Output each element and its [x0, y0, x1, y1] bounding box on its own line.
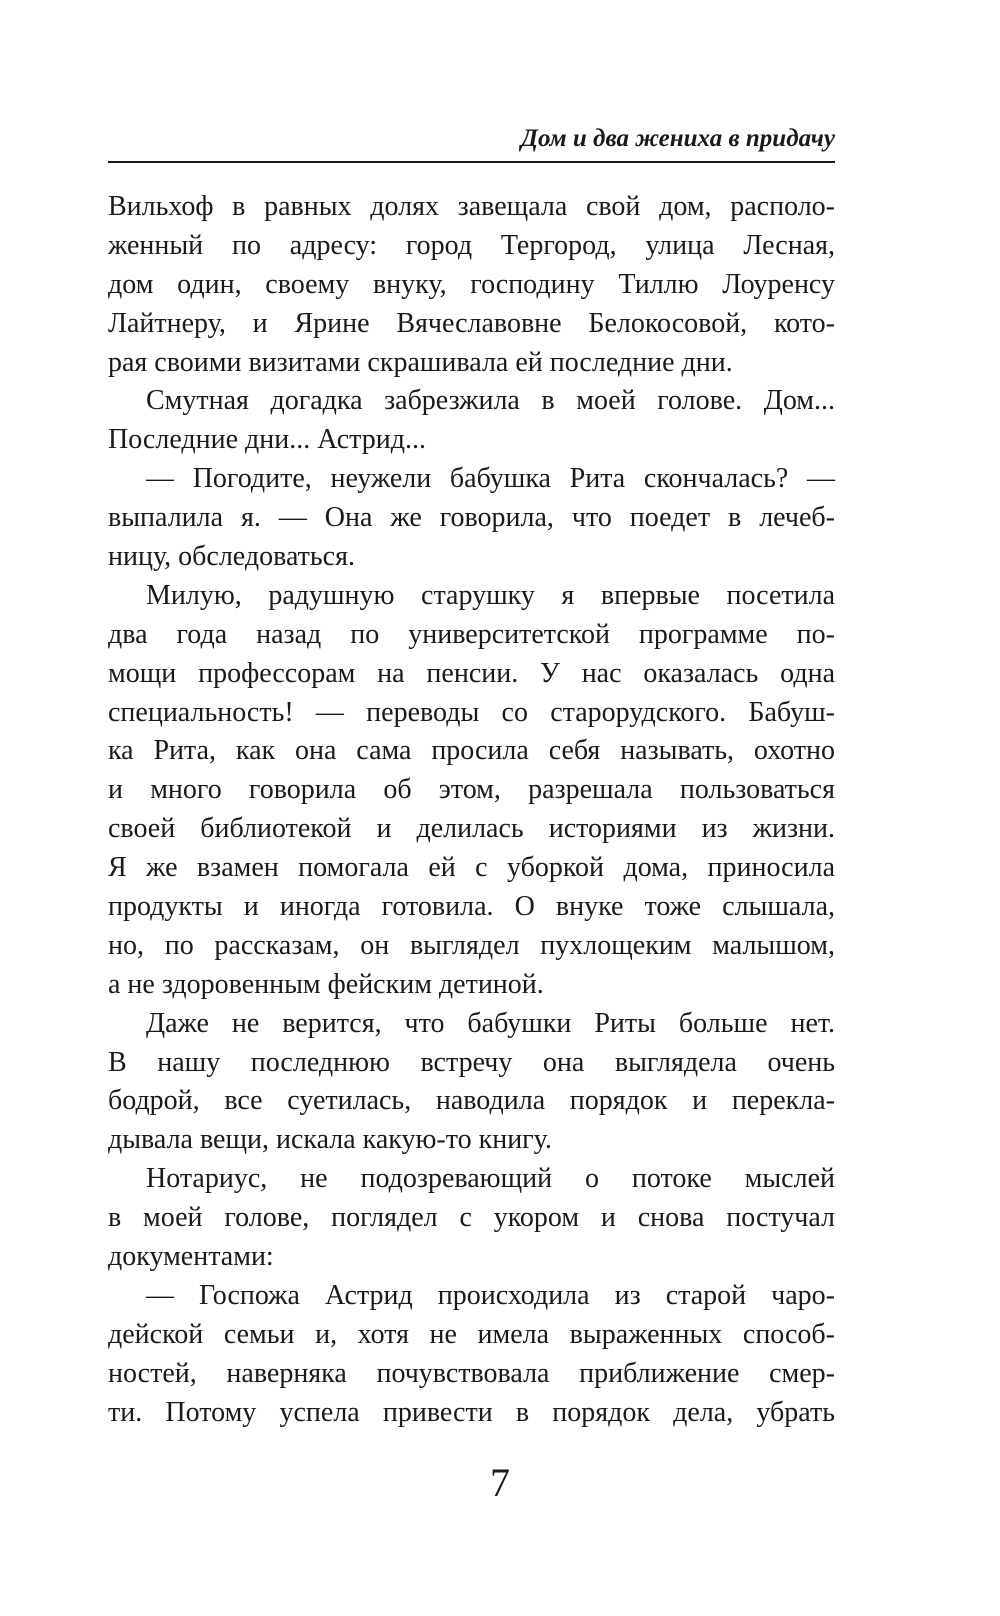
text-line: Я же взамен помогала ей с уборкой дома, приносила — [108, 852, 835, 884]
text-line: — Госпожа Астрид происходила из старой чаро- — [146, 1279, 835, 1311]
text-line: в моей голове, поглядел с укором и снова постучал — [108, 1202, 835, 1234]
text-line: Лайтнеру, и Ярине Вячеславовне Белокосовой, кото- — [108, 307, 835, 339]
text-line: своей библиотекой и делилась историями из жизни. — [108, 813, 835, 845]
text-line: ти. Потому успела привести в порядок дела, убрать — [108, 1396, 835, 1428]
text-line: бодрой, все суетилась, наводила порядок и перекла- — [108, 1085, 835, 1117]
text-line: но, по рассказам, он выглядел пухлощеким малышом, — [108, 929, 835, 961]
text-line: В нашу последнюю встречу она выглядела очень — [108, 1046, 835, 1078]
text-line: Вильхоф в равных долях завещала свой дом, располо- — [108, 191, 835, 222]
text-line: рая своими визитами скрашивала ей последние дни. — [108, 346, 733, 378]
text-line: два года назад по университетской программе по- — [108, 618, 835, 650]
running-title: Дом и два жениха в придачу — [520, 125, 835, 152]
text-line: — Погодите, неужели бабушка Рита скончалась? — — [146, 463, 835, 495]
text-line: Смутная догадка забрезжила в моей голове. Дом... — [146, 385, 835, 417]
text-line: и много говорила об этом, разрешала пользоваться — [108, 774, 835, 806]
header-rule — [108, 161, 835, 163]
text-line: выпалила я. — Она же говорила, что поедет в лечеб- — [108, 502, 835, 534]
text-line: Даже не верится, что бабушки Риты больше нет. — [146, 1007, 835, 1039]
text-line: дывала вещи, искала какую-то книгу. — [108, 1124, 552, 1156]
text-line: а не здоровенным фейским детиной. — [108, 968, 544, 1000]
body-text — [108, 188, 835, 1433]
text-line: продукты и иногда готовила. О внуке тоже слышала, — [108, 891, 835, 923]
page-number: 7 — [490, 1460, 510, 1505]
text-line: документами: — [108, 1241, 274, 1273]
text-line: Последние дни... Астрид... — [108, 424, 426, 456]
text-line: дом один, своему внуку, господину Тиллю Лоуренсу — [108, 268, 835, 300]
text-line: ка Рита, как она сама просила себя называть, охотно — [108, 735, 835, 767]
text-line: мощи профессорам на пенсии. У нас оказалась одна — [108, 657, 835, 689]
text-line: Нотариус, не подозревающий о потоке мыслей — [146, 1163, 835, 1195]
text-line: ностей, наверняка почувствовала приближение смер- — [108, 1357, 835, 1389]
text-line: женный по адресу: город Тергород, улица Лесная, — [108, 229, 835, 261]
text-line: Милую, радушную старушку я впервые посетила — [146, 579, 835, 611]
text-line: ницу, обследоваться. — [108, 541, 355, 573]
text-line: специальность! — переводы со старорудского. Бабуш- — [108, 696, 835, 728]
text-line: дейской семьи и, хотя не имела выраженных способ- — [108, 1318, 835, 1350]
